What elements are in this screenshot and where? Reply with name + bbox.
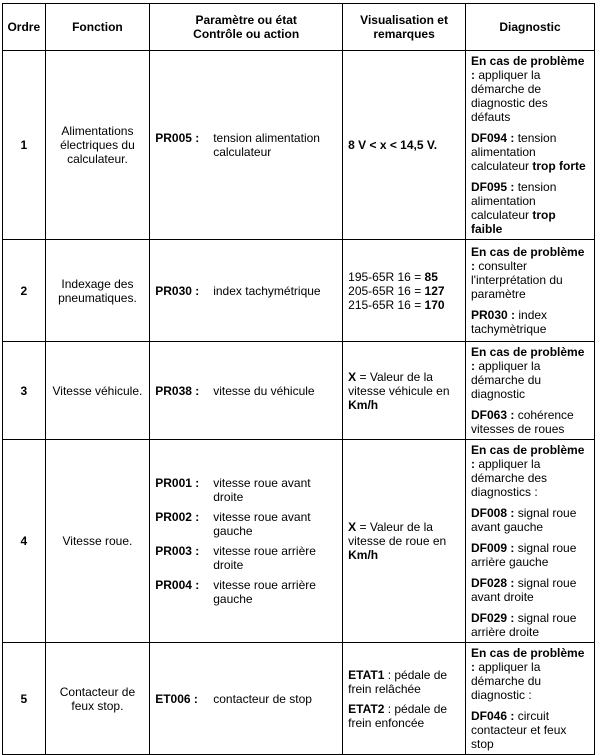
row-visualisation xyxy=(343,51,466,240)
diag-text: tension alimentation calculateur xyxy=(471,180,557,222)
tyre-index: 170 xyxy=(424,297,445,312)
param-code: PR001 : xyxy=(155,476,200,490)
diag-label: DF009 : xyxy=(471,541,515,555)
diagnostic-table xyxy=(2,3,595,755)
diag-text: circuit contacteur et feux stop xyxy=(471,709,567,751)
tyre-index: 85 xyxy=(424,269,438,284)
diag-tail: trop faible xyxy=(471,208,556,236)
param-text: contacteur de stop xyxy=(213,691,312,706)
row-diagnostic xyxy=(466,440,595,643)
diag-label: DF046 : xyxy=(471,709,515,723)
diag-label: En cas de problème : xyxy=(471,443,585,471)
row-fonction: Indexage des pneumatiques. xyxy=(45,240,150,342)
vis-text: = Valeur de la vitesse de roue en xyxy=(348,520,447,548)
diag-text: appliquer la démarche de diagnostic des défauts xyxy=(471,68,548,124)
diag-item xyxy=(471,576,589,604)
param-text: vitesse roue avant droite xyxy=(213,476,311,504)
table-row xyxy=(3,643,595,755)
diag-item xyxy=(471,180,589,236)
header-visualisation xyxy=(343,4,466,51)
param-code: PR005 : xyxy=(155,131,200,145)
diag-tail: trop forte xyxy=(532,159,586,173)
diag-label: DF094 : xyxy=(471,131,515,145)
vis-state xyxy=(348,668,460,696)
vis-text: = Valeur de la vitesse véhicule en xyxy=(348,369,450,398)
row-visualisation xyxy=(343,643,466,755)
param-item xyxy=(155,476,337,504)
table-row xyxy=(3,440,595,643)
param-text: vitesse roue arrière gauche xyxy=(213,578,316,606)
row-visualisation xyxy=(343,342,466,440)
diag-label: En cas de problème : xyxy=(471,345,585,373)
diag-text: appliquer la démarche du diagnostic xyxy=(471,359,542,401)
diag-text: signal roue arrière droite xyxy=(471,611,577,639)
tyre-index: 127 xyxy=(424,283,445,298)
param-item xyxy=(155,284,337,298)
param-code: PR002 : xyxy=(155,510,200,524)
row-diagnostic xyxy=(466,51,595,240)
row-parametres xyxy=(150,440,343,643)
state-text: : pédale de frein enfoncée xyxy=(348,701,448,730)
header-diagnostic: Diagnostic xyxy=(466,4,595,51)
diag-item xyxy=(471,709,589,751)
tyre-size: 205-65R 16 = xyxy=(348,283,425,298)
header-ordre: Ordre xyxy=(3,4,46,51)
row-parametres xyxy=(150,342,343,440)
vis-state xyxy=(348,702,460,730)
vis-x: X xyxy=(348,369,357,384)
param-code: PR003 : xyxy=(155,544,200,558)
diag-text: cohérence vitesses de roues xyxy=(471,408,574,436)
header-parametre xyxy=(150,4,343,51)
diag-item xyxy=(471,245,589,301)
param-text: index tachymétrique xyxy=(213,283,321,298)
diag-label: PR030 : xyxy=(471,308,516,322)
param-text: tension alimentation calculateur xyxy=(213,131,320,159)
row-ordre: 4 xyxy=(3,440,46,643)
diag-text: consulter l'interprétation du paramètre xyxy=(471,259,563,301)
row-ordre: 5 xyxy=(3,643,46,755)
param-code: PR004 : xyxy=(155,578,200,592)
row-diagnostic xyxy=(466,342,595,440)
vis-x: X xyxy=(348,520,357,534)
diag-text: tension alimentation calculateur xyxy=(471,131,557,173)
diag-item xyxy=(471,308,589,336)
diag-label: En cas de problème : xyxy=(471,245,585,273)
row-fonction: Vitesse véhicule. xyxy=(45,342,150,440)
row-parametres xyxy=(150,643,343,755)
diag-text: signal roue arrière gauche xyxy=(471,541,577,569)
diag-label: DF095 : xyxy=(471,180,515,194)
param-item xyxy=(155,384,337,398)
row-visualisation xyxy=(343,440,466,643)
vis-unit: Km/h xyxy=(348,548,379,562)
row-parametres xyxy=(150,51,343,240)
diag-text: appliquer la démarche du diagnostic : xyxy=(471,660,542,702)
diag-label: En cas de problème : xyxy=(471,54,585,82)
diag-label: DF008 : xyxy=(471,506,515,520)
state-label: ETAT2 xyxy=(348,701,385,716)
diag-text: index tachymètrique xyxy=(471,308,548,336)
table-row xyxy=(3,342,595,440)
row-ordre: 1 xyxy=(3,51,46,240)
state-text: : pédale de frein relâchée xyxy=(348,667,448,696)
diag-text: appliquer la démarche des diagnostics : xyxy=(471,457,548,499)
diag-text: signal roue avant gauche xyxy=(471,506,577,534)
header-parametre-line1: Paramètre ou état xyxy=(195,13,297,27)
tyre-index-line xyxy=(348,298,460,312)
header-parametre-line2: Contrôle ou action xyxy=(193,27,300,41)
diag-item xyxy=(471,408,589,436)
header-fonction: Fonction xyxy=(45,4,150,51)
tyre-index-line xyxy=(348,270,460,284)
diag-item xyxy=(471,541,589,569)
param-item xyxy=(155,510,337,538)
row-fonction: Vitesse roue. xyxy=(45,440,150,643)
diag-label: DF028 : xyxy=(471,576,515,590)
row-ordre: 2 xyxy=(3,240,46,342)
diag-label: En cas de problème : xyxy=(471,646,585,674)
table-row xyxy=(3,51,595,240)
diag-item xyxy=(471,54,589,124)
diag-text: signal roue avant droite xyxy=(471,576,577,604)
param-item xyxy=(155,578,337,606)
row-visualisation xyxy=(343,240,466,342)
diag-item xyxy=(471,345,589,401)
diag-item xyxy=(471,131,589,173)
row-ordre: 3 xyxy=(3,342,46,440)
diag-item xyxy=(471,506,589,534)
row-fonction: Alimentations électriques du calculateur. xyxy=(45,51,150,240)
row-diagnostic xyxy=(466,240,595,342)
tyre-index-line xyxy=(348,284,460,298)
diag-label: DF063 : xyxy=(471,408,515,422)
header-visualisation-line2: remarques xyxy=(373,27,435,41)
param-text: vitesse roue arrière droite xyxy=(213,544,316,572)
param-item xyxy=(155,131,337,159)
table-header-row xyxy=(3,4,595,51)
tyre-size: 195-65R 16 = xyxy=(348,269,425,284)
param-code: PR038 : xyxy=(155,383,200,398)
tyre-size: 215-65R 16 = xyxy=(348,297,425,312)
table-row xyxy=(3,240,595,342)
state-label: ETAT1 xyxy=(348,667,385,682)
row-parametres xyxy=(150,240,343,342)
row-fonction: Contacteur de feux stop. xyxy=(45,643,150,755)
param-text: vitesse du véhicule xyxy=(213,383,315,398)
diag-label: DF029 : xyxy=(471,611,515,625)
param-text: vitesse roue avant gauche xyxy=(213,510,311,538)
diag-item xyxy=(471,443,589,499)
vis-value: 8 V < x < 14,5 V. xyxy=(348,138,438,152)
param-code: PR030 : xyxy=(155,283,200,298)
vis-unit: Km/h xyxy=(348,397,379,412)
param-code: ET006 : xyxy=(155,691,198,706)
param-item xyxy=(155,544,337,572)
diag-item xyxy=(471,611,589,639)
row-diagnostic xyxy=(466,643,595,755)
header-visualisation-line1: Visualisation et xyxy=(360,13,448,27)
